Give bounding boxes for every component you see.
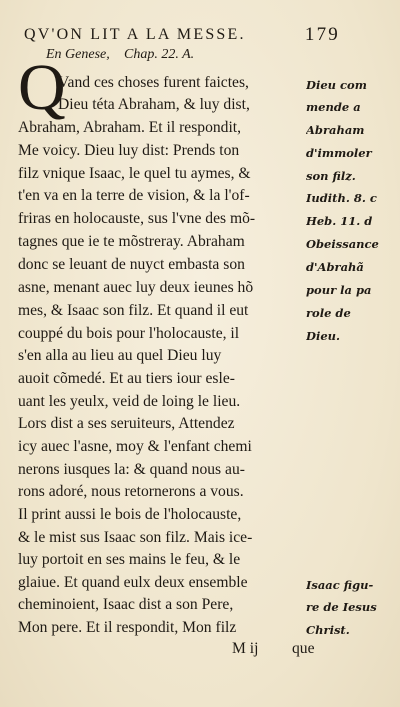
text-line: Il print aussi le bois de l'holocauste, [18, 506, 242, 523]
chapter-label: Chap. 22. A. [124, 47, 195, 62]
margin-note: Dieu. [306, 329, 341, 343]
margin-note: Abraham [306, 123, 365, 137]
text-line: Lors dist a ses seruiteurs, Attendez [18, 415, 235, 432]
margin-note: Obeissance [306, 237, 379, 251]
text-line: filz vnique Isaac, le quel tu aymes, & [18, 165, 251, 182]
text-line: Me voicy. Dieu luy dist: Prends ton [18, 142, 240, 159]
margin-note: Dieu com [306, 78, 367, 92]
text-line: & le mist sus Isaac son filz. Mais ice- [18, 529, 253, 546]
text-line: Vand ces choses furent faictes, [58, 74, 249, 91]
margin-note: re de Iesus [306, 600, 377, 614]
text-line: auoit cõmedé. Et au tiers iour esle- [18, 370, 235, 387]
text-line: tagnes que ie te mõstreray. Abraham [18, 233, 245, 250]
text-line: s'en alla au lieu au quel Dieu luy [18, 347, 222, 364]
running-header [24, 26, 376, 48]
text-line: Abraham, Abraham. Et il respondit, [18, 119, 242, 136]
text-line: luy portoit en ses mains le feu, & le [18, 551, 241, 568]
margin-note: Christ. [306, 623, 350, 637]
text-line: uant les yeulx, veid de loing le lieu. [18, 393, 241, 410]
text-line: icy auec l'asne, moy & l'enfant chemi [18, 438, 252, 455]
text-line: glaiue. Et quand eulx deux ensemble [18, 574, 248, 591]
text-line: Mon pere. Et il respondit, Mon filz [18, 619, 237, 636]
margin-note: d'Abrahã [306, 260, 364, 274]
margin-note: mende a [306, 100, 361, 114]
margin-note: d'immoler [306, 146, 372, 160]
margin-note: Iudith. 8. c [306, 191, 377, 205]
chapter-reference [46, 47, 296, 63]
catchword: que [292, 640, 315, 657]
margin-note: pour la pa [306, 283, 372, 297]
margin-note: Heb. 11. d [306, 214, 373, 228]
text-line: donc se leuant de nuyct embasta son [18, 256, 245, 273]
margin-note: role de [306, 306, 351, 320]
running-title: QV'ON LIT A LA MESSE. [24, 26, 246, 43]
text-line: Dieu téta Abraham, & luy dist, [58, 96, 250, 113]
text-line: cheminoient, Isaac dist a son Pere, [18, 596, 234, 613]
text-line: couppé du bois pour l'holocauste, il [18, 325, 240, 342]
text-line: nerons iusques la: & quand nous au- [18, 461, 245, 478]
text-line: asne, menant auec luy deux ieunes hõ [18, 279, 254, 296]
drop-capital: Q [18, 51, 66, 124]
margin-note: Isaac figu- [306, 578, 374, 592]
text-line: mes, & Isaac son filz. Et quand il eut [18, 302, 249, 319]
text-line: friras en holocauste, sus l'vne des mõ- [18, 210, 256, 227]
book-reference: En Genese, [46, 47, 110, 62]
text-line: t'en va en la terre de vision, & la l'of- [18, 187, 250, 204]
text-line: rons adoré, nous retornerons a vous. [18, 483, 244, 500]
margin-note: son filz. [306, 169, 356, 183]
page-number: 179 [304, 24, 340, 45]
signature-mark: M ij [232, 640, 259, 657]
